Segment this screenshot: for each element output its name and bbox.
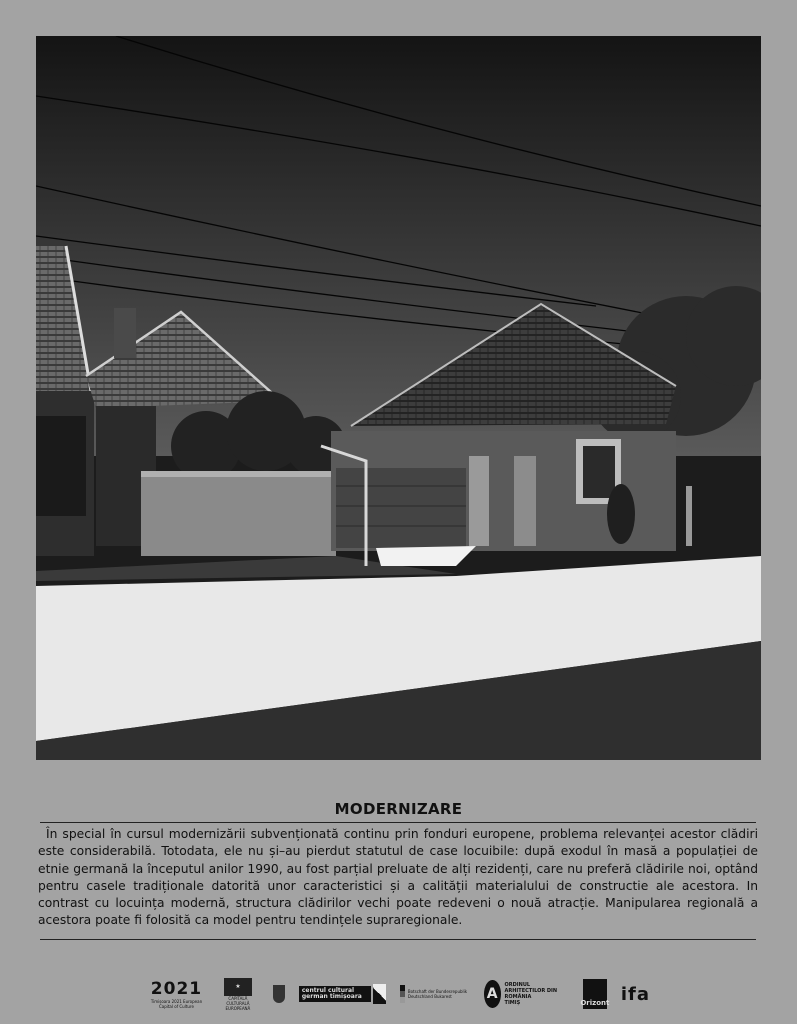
german-embassy-logo: Botschaft der Bundesrepublik Deutschland Bukarest [400,985,470,1003]
oar-icon: A [484,980,501,1008]
german-flag-icon [400,985,405,1003]
house-photo [36,36,761,760]
crest-icon [273,985,285,1003]
eu-flag-icon: ★ [224,978,252,996]
centrul-cultural-german-logo: centrul cultural german timișoara [299,984,386,1004]
eu-capital-logo: ★ CAPITALĂ CULTURALĂ EUROPEANĂ [217,978,259,1011]
house-photo-illustration [36,36,761,760]
timisoara-2021-logo: 2021 Timișoara 2021 European Capital of Culture [150,979,203,1009]
pattern-icon [373,984,386,1004]
oar-logo: A ORDINUL ARHITECTILOR DIN ROMÂNIA TIMIȘ [484,980,569,1008]
sponsor-logos [150,972,650,1016]
body-divider [40,939,756,940]
ifa-logo: ifa [620,983,650,1005]
city-crest-logo [273,985,285,1003]
orizont-logo: Orizont [583,979,607,1009]
body-paragraph: În special în cursul modernizării subvenționată continu prin fonduri europene, problema relevanței acestor clădiri este considerabilă. Totodata, ele nu și–au pierdut statutul de case locuibile: după exodul în masă a populației de etnie germană la începutul anilor 1990, au fost parțial preluate de alți rezidenți, care nu preferă clădirile noi, optând pentru casele tradiționale datorită unor caracteristici și a calității materialului de constructie ale acestora. In contrast cu locuința modernă, structura clădirilor vechi poate redeveni o nouă atracție. Manipularea regională a acestora poate fi folosită ca model pentru tendințele supraregionale. [38,827,758,928]
section-title: MODERNIZARE [334,800,463,818]
title-divider [40,822,756,823]
